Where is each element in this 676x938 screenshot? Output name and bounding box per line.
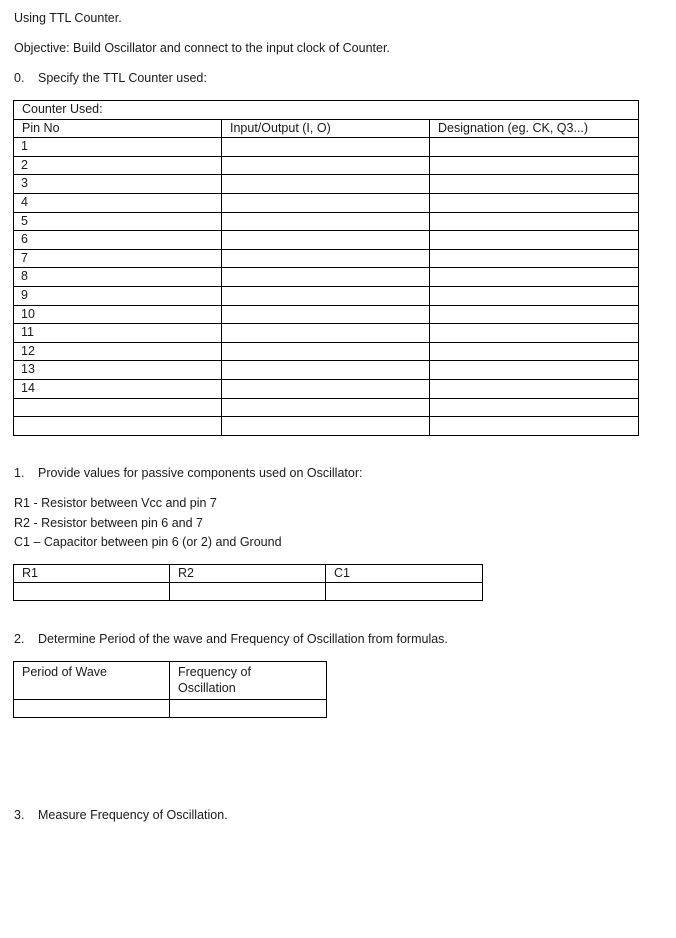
designation-cell[interactable] [430, 156, 639, 175]
pin-number-cell: 7 [14, 249, 222, 268]
pin-number-cell: 3 [14, 175, 222, 194]
table-row [14, 268, 639, 287]
pin-number-cell: 11 [14, 324, 222, 343]
section-title: Determine Period of the wave and Frequency of Oscillation from formulas. [38, 632, 448, 646]
column-header: R2 [170, 565, 326, 583]
pin-number-cell: 9 [14, 286, 222, 305]
table-header-row [14, 119, 639, 138]
designation-cell[interactable] [430, 398, 639, 417]
table-header-row [14, 565, 483, 583]
input-output-cell[interactable] [222, 249, 430, 268]
table-row [14, 286, 639, 305]
input-output-cell[interactable] [222, 379, 430, 398]
designation-cell[interactable] [430, 212, 639, 231]
pin-number-cell: 12 [14, 342, 222, 361]
designation-cell[interactable] [430, 379, 639, 398]
pin-number-cell: 13 [14, 361, 222, 380]
frequency-value-cell[interactable] [170, 700, 327, 718]
designation-cell[interactable] [430, 286, 639, 305]
column-header: R1 [14, 565, 170, 583]
pin-table [13, 100, 639, 436]
section-number: 1. [14, 466, 25, 480]
table-row [14, 138, 639, 157]
input-output-cell[interactable] [222, 156, 430, 175]
table-row [14, 398, 639, 417]
column-header: Frequency of Oscillation [170, 662, 327, 700]
input-output-cell[interactable] [222, 417, 430, 436]
input-output-cell[interactable] [222, 324, 430, 343]
column-header: Period of Wave [14, 662, 170, 700]
pin-number-cell: 8 [14, 268, 222, 287]
r1-value-cell[interactable] [14, 583, 170, 601]
designation-cell[interactable] [430, 249, 639, 268]
counter-used-cell[interactable]: Counter Used: [14, 101, 639, 120]
pin-number-cell: 14 [14, 379, 222, 398]
input-output-cell[interactable] [222, 193, 430, 212]
input-output-cell[interactable] [222, 286, 430, 305]
component-line: R2 - Resistor between pin 6 and 7 [14, 516, 203, 530]
designation-cell[interactable] [430, 305, 639, 324]
designation-cell[interactable] [430, 193, 639, 212]
objective-text: Objective: Build Oscillator and connect to the input clock of Counter. [14, 41, 390, 55]
section-number: 3. [14, 808, 25, 822]
section-title: Provide values for passive components used on Oscillator: [38, 466, 363, 480]
input-output-cell[interactable] [222, 398, 430, 417]
input-output-cell[interactable] [222, 138, 430, 157]
input-output-cell[interactable] [222, 305, 430, 324]
table-header-row [14, 662, 327, 700]
input-output-cell[interactable] [222, 268, 430, 287]
table-row [14, 212, 639, 231]
table-row [14, 342, 639, 361]
pin-number-cell: 4 [14, 193, 222, 212]
section-2-heading [14, 632, 448, 646]
input-output-cell[interactable] [222, 231, 430, 250]
table-row [14, 305, 639, 324]
table-row [14, 249, 639, 268]
pin-number-cell: 5 [14, 212, 222, 231]
pin-number-cell: 10 [14, 305, 222, 324]
pin-number-cell: 1 [14, 138, 222, 157]
table-row [14, 175, 639, 194]
section-title: Specify the TTL Counter used: [38, 71, 207, 85]
component-line: R1 - Resistor between Vcc and pin 7 [14, 496, 217, 510]
table-row [14, 193, 639, 212]
designation-cell[interactable] [430, 268, 639, 287]
table-row [14, 231, 639, 250]
section-number: 0. [14, 71, 25, 85]
designation-cell[interactable] [430, 231, 639, 250]
section-0-heading [14, 71, 207, 85]
component-line: C1 – Capacitor between pin 6 (or 2) and Ground [14, 535, 282, 549]
section-3-heading [14, 808, 228, 822]
table-row [14, 417, 639, 436]
table-row [14, 361, 639, 380]
pin-number-cell: 2 [14, 156, 222, 175]
input-output-cell[interactable] [222, 361, 430, 380]
designation-cell[interactable] [430, 417, 639, 436]
period-value-cell[interactable] [14, 700, 170, 718]
section-number: 2. [14, 632, 25, 646]
pin-number-cell: 6 [14, 231, 222, 250]
counter-used-row [14, 101, 639, 120]
r2-value-cell[interactable] [170, 583, 326, 601]
designation-cell[interactable] [430, 324, 639, 343]
designation-cell[interactable] [430, 175, 639, 194]
table-row [14, 156, 639, 175]
period-frequency-table [13, 661, 327, 718]
column-header: C1 [326, 565, 483, 583]
c1-value-cell[interactable] [326, 583, 483, 601]
designation-cell[interactable] [430, 361, 639, 380]
table-row [14, 583, 483, 601]
input-output-cell[interactable] [222, 342, 430, 361]
pin-number-cell [14, 398, 222, 417]
column-header: Input/Output (I, O) [222, 119, 430, 138]
column-header: Pin No [14, 119, 222, 138]
component-values-table [13, 564, 483, 601]
section-1-heading [14, 466, 362, 480]
table-row [14, 324, 639, 343]
designation-cell[interactable] [430, 342, 639, 361]
designation-cell[interactable] [430, 138, 639, 157]
section-title: Measure Frequency of Oscillation. [38, 808, 228, 822]
input-output-cell[interactable] [222, 175, 430, 194]
document-title: Using TTL Counter. [14, 11, 122, 25]
column-header: Designation (eg. CK, Q3...) [430, 119, 639, 138]
table-row [14, 379, 639, 398]
table-row [14, 700, 327, 718]
input-output-cell[interactable] [222, 212, 430, 231]
pin-number-cell [14, 417, 222, 436]
